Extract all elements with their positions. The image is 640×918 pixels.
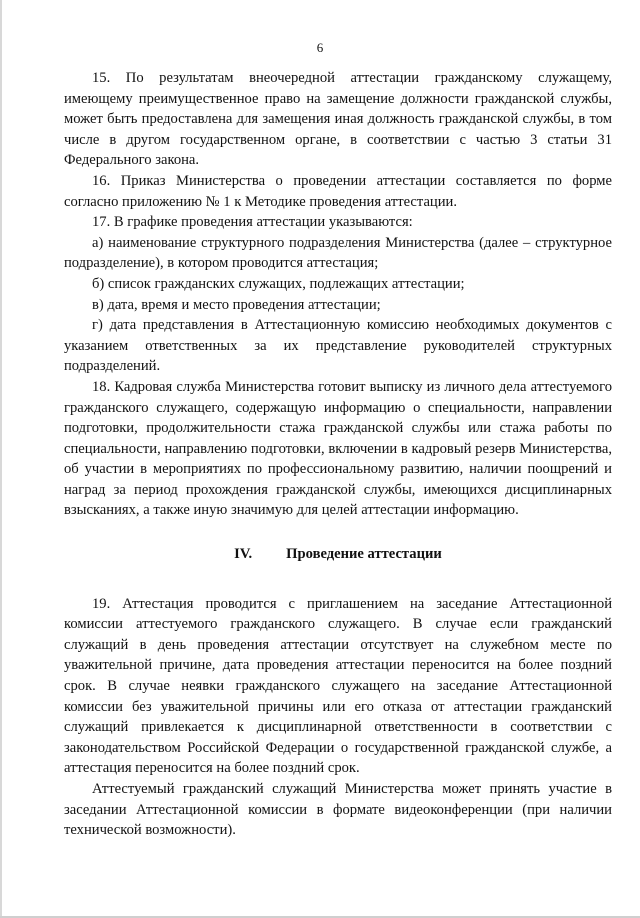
paragraph-16: 16. Приказ Министерства о проведении аттестации составляется по форме согласно приложению № 1 к Методике проведения аттестации. xyxy=(64,172,612,210)
paragraph-17b: б) список гражданских служащих, подлежащих аттестации; xyxy=(92,275,465,292)
scan-left-edge xyxy=(0,0,2,918)
paragraph-19-continued: Аттестуемый гражданский служащий Министерства может принять участие в заседании Аттестационной комиссии в формате видеоконференции (при наличии технической возможности). xyxy=(64,781,612,839)
paragraph-19: 19. Аттестация проводится с приглашением на заседание Аттестационной комиссии аттестуемого гражданского служащего. В случае если гражданский служащий в день проведения аттестации отсутствует на служебном месте по уважительной причине, дата проведения аттестации переносится на более поздний срок. В случае неявки гражданского служащего на заседание Аттестационной комиссии без уважительной причины или его отказа от аттестации гражданский служащий привлекается к дисциплинарной ответственности в соответствии с законодательством Российской Федерации о государственной гражданской службе, а аттестация переносится на более поздний срок. xyxy=(64,595,612,777)
paragraph-17: 17. В графике проведения аттестации указываются: xyxy=(92,214,413,231)
section-number: IV. xyxy=(234,546,253,563)
paragraph-15: 15. По результатам внеочередной аттестации гражданскому служащему, имеющему преимущественное право на замещение должности гражданской службы, может быть предоставлена для замещения иная должность гражданской службы, в том числе в другом государственном органе, в соответствии с частью 3 статьи 31 Федерального закона. xyxy=(64,70,612,169)
paragraph-18: 18. Кадровая служба Министерства готовит выписку из личного дела аттестуемого гражданского служащего, содержащую информацию о специальности, направлении подготовки, продолжительности стажа гражданской службы или стажа работы по специальности, направлению подготовки, включении в кадровый резерв Министерства, об участии в мероприятиях по профессиональному развитию, наличии поощрений и наград за период прохождения гражданской службы, имеющихся дисциплинарных взысканиях, а также иную значимую для целей аттестации информацию. xyxy=(64,378,612,519)
section-heading xyxy=(64,544,612,565)
page-number: 6 xyxy=(316,40,324,55)
paragraph-17g: г) дата представления в Аттестационную комиссию необходимых документов с указанием ответственных за их представление руководителей структурных подразделений. xyxy=(64,317,612,375)
section-title: Проведение аттестации xyxy=(286,546,442,563)
paragraph-17a: а) наименование структурного подразделения Министерства (далее – структурное подразделение), в котором проводится аттестация; xyxy=(64,234,612,272)
paragraph-17v: в) дата, время и место проведения аттестации; xyxy=(92,296,381,313)
document-body xyxy=(64,68,612,841)
